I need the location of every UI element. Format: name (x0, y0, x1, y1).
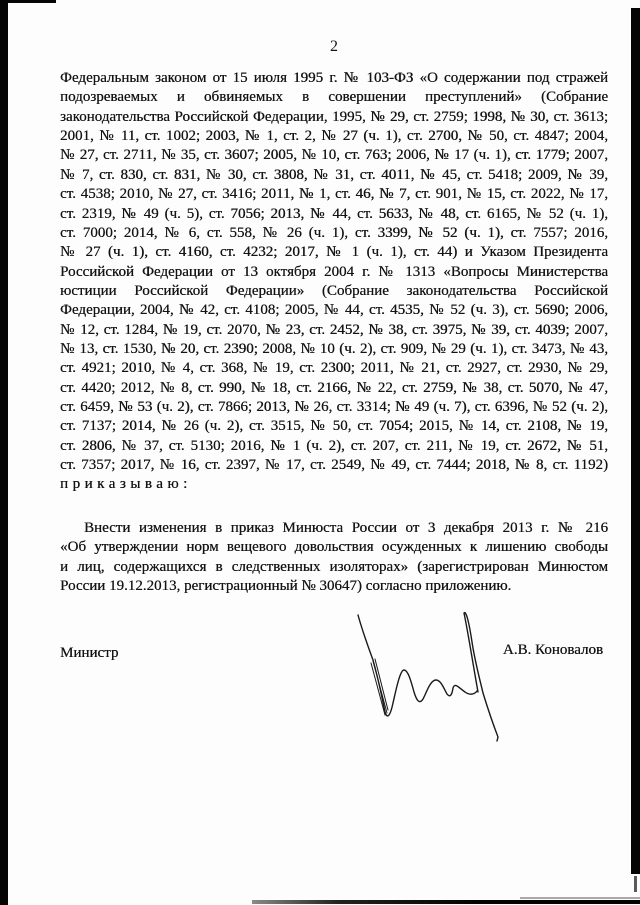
right-scan-border (631, 8, 640, 874)
signer-name: А.В. Коновалов (502, 642, 603, 658)
text-line: Российской Федерации от 13 октября 2004 г. № 1313 «Вопросы Министерства (60, 263, 608, 280)
text-line: юстиции Российской Федерации» (Собрание законодательства Российской (60, 282, 608, 299)
text-line: № 13, ст. 1530, № 20, ст. 2390; 2008, № 10 (ч. 2), ст. 909, № 29 (ч. 1), ст. 3473, № 43, (60, 341, 608, 358)
text-line: «Об утверждении норм вещевого довольствия осужденных к лишению свободы (60, 539, 608, 556)
minister-title: Министр (60, 645, 119, 661)
top-left-scan-mark (0, 0, 56, 3)
text-line: ст. 7000; 2014, № 6, ст. 558, № 26 (ч. 1), ст. 3399, № 52 (ч. 1), ст. 7557; 2016, (60, 224, 608, 241)
text-line: ст. 6459, № 53 (ч. 2), ст. 7866; 2013, № 26, ст. 3314; № 49 (ч. 7), ст. 6396, № 52 (ч. 2), (60, 399, 608, 416)
text-line: ст. 7357; 2017, № 16, ст. 2397, № 17, ст. 2549, № 49, ст. 7444; 2018, № 8, ст. 1192) (60, 457, 608, 474)
text-line: ст. 4420; 2012, № 8, ст. 990, № 18, ст. 2166, № 22, ст. 2759, № 38, ст. 5070, № 47, (60, 379, 608, 396)
legal-citations-paragraph (60, 69, 608, 476)
text-line: Федеральным законом от 15 июля 1995 г. № 103-ФЗ «О содержании под стражей (60, 70, 608, 86)
text-line: № 27 (ч. 1), ст. 4160, ст. 4232; 2017, № 1 (ч. 1), ст. 44) и Указом Президента (60, 244, 608, 261)
text-line: ст. 2319, № 49 (ч. 5), ст. 7056; 2013, № 44, ст. 5633, № 48, ст. 6165, № 52 (ч. 1), (60, 205, 608, 222)
text-line: ст. 7137; 2014, № 26 (ч. 2), ст. 3515, № 50, ст. 7054; 2015, № 14, ст. 2108, № 19, (60, 418, 608, 435)
bottom-thin-scan-line (520, 897, 640, 899)
text-line: и лиц, содержащихся в следственных изоляторах» (зарегистрирован Минюстом (60, 558, 608, 575)
decree-word: приказываю: (60, 476, 192, 492)
text-line: России 19.12.2013, регистрационный № 30647) согласно приложению. (60, 578, 512, 595)
text-line: Внести изменения в приказ Минюста России от 3 декабря 2013 г. № 216 (84, 520, 608, 536)
text-line: ст. 4538; 2010, № 27, ст. 3416; 2011, № 1, ст. 46, № 7, ст. 901, № 15, ст. 2022, № 17, (60, 186, 608, 203)
text-line: ст. 2806, № 37, ст. 5130; 2016, № 1 (ч. 2), ст. 207, ст. 211, № 19, ст. 2672, № 51, (60, 437, 608, 454)
right-lower-scan-mark (634, 876, 637, 892)
text-line: № 7, ст. 830, ст. 831, № 30, ст. 3808, № 31, ст. 4011, № 45, ст. 5418; 2009, № 39, (60, 166, 608, 183)
text-line: № 27, ст. 2711, № 35, ст. 3607; 2005, № 10, ст. 763; 2006, № 17 (ч. 1), ст. 1779; 2007, (60, 147, 608, 164)
text-line: законодательства Российской Федерации, 1995, № 29, ст. 2759; 1998, № 30, ст. 3613; (60, 108, 608, 125)
bottom-scan-bar (252, 900, 640, 904)
text-line: № 12, ст. 1284, № 19, ст. 2070, № 23, ст. 2452, № 38, ст. 3975, № 39, ст. 4039; 2007, (60, 321, 608, 338)
left-scan-border (0, 0, 8, 905)
page-number: 2 (330, 38, 338, 55)
text-line: 2001, № 11, ст. 1002; 2003, № 1, ст. 2, № 27 (ч. 1), ст. 2700, № 50, ст. 4847; 2004, (60, 128, 608, 145)
text-line: ст. 4921; 2010, № 4, ст. 368, № 19, ст. 2300; 2011, № 21, ст. 2927, ст. 2930, № 29, (60, 360, 608, 377)
text-line: Федерации, 2004, № 42, ст. 4108; 2005, № 44, ст. 4535, № 52 (ч. 3), ст. 5690; 2006, (60, 302, 608, 319)
text-line: подозреваемых и обвиняемых в совершении преступлений» (Собрание (60, 89, 608, 106)
amendment-paragraph (60, 519, 608, 596)
handwritten-signature-icon (352, 600, 504, 745)
